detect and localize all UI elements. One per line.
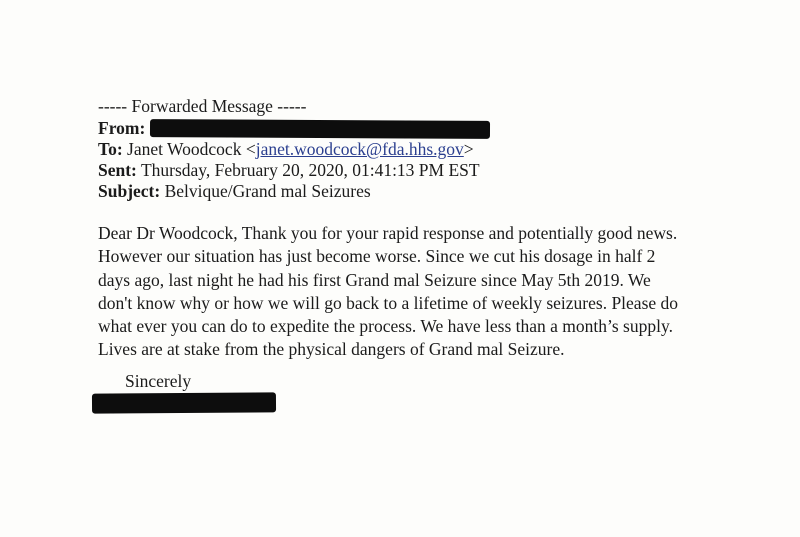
subject-value: Belvique/Grand mal Seizures [164,181,371,201]
body-line: days ago, last night he had his first Grand mal Seizure since May 5th 2019. We [98,269,651,290]
email-body [98,222,723,362]
to-email-link[interactable]: janet.woodcock@fda.hhs.gov [255,139,464,159]
sent-label: Sent: [98,160,137,180]
redacted-sender [150,119,490,139]
body-line: what ever you can do to expedite the process. We have less than a month’s supply. [98,316,673,337]
body-line: However our situation has just become worse. Since we cut his dosage in half 2 [98,246,656,267]
to-close-bracket: > [463,139,474,159]
sent-line [98,160,480,181]
subject-line [98,181,371,202]
body-line: Lives are at stake from the physical dangers of Grand mal Seizure. [98,339,565,360]
to-name: Janet Woodcock [127,139,242,159]
closing-sincerely: Sincerely [125,371,192,391]
sent-value: Thursday, February 20, 2020, 01:41:13 PM EST [140,160,480,180]
forwarded-message-header: ----- Forwarded Message ----- [98,96,307,116]
to-label: To: [98,139,123,159]
subject-label: Subject: [98,181,161,201]
body-line: don't know why or how we will go back to a lifetime of weekly seizures. Please do [98,292,679,313]
to-line [98,139,474,160]
from-label: From: [98,118,146,138]
redacted-signature [92,392,276,413]
body-line: Dear Dr Woodcock, Thank you for your rapid response and potentially good news. [98,223,678,243]
to-open-bracket: < [245,139,256,159]
